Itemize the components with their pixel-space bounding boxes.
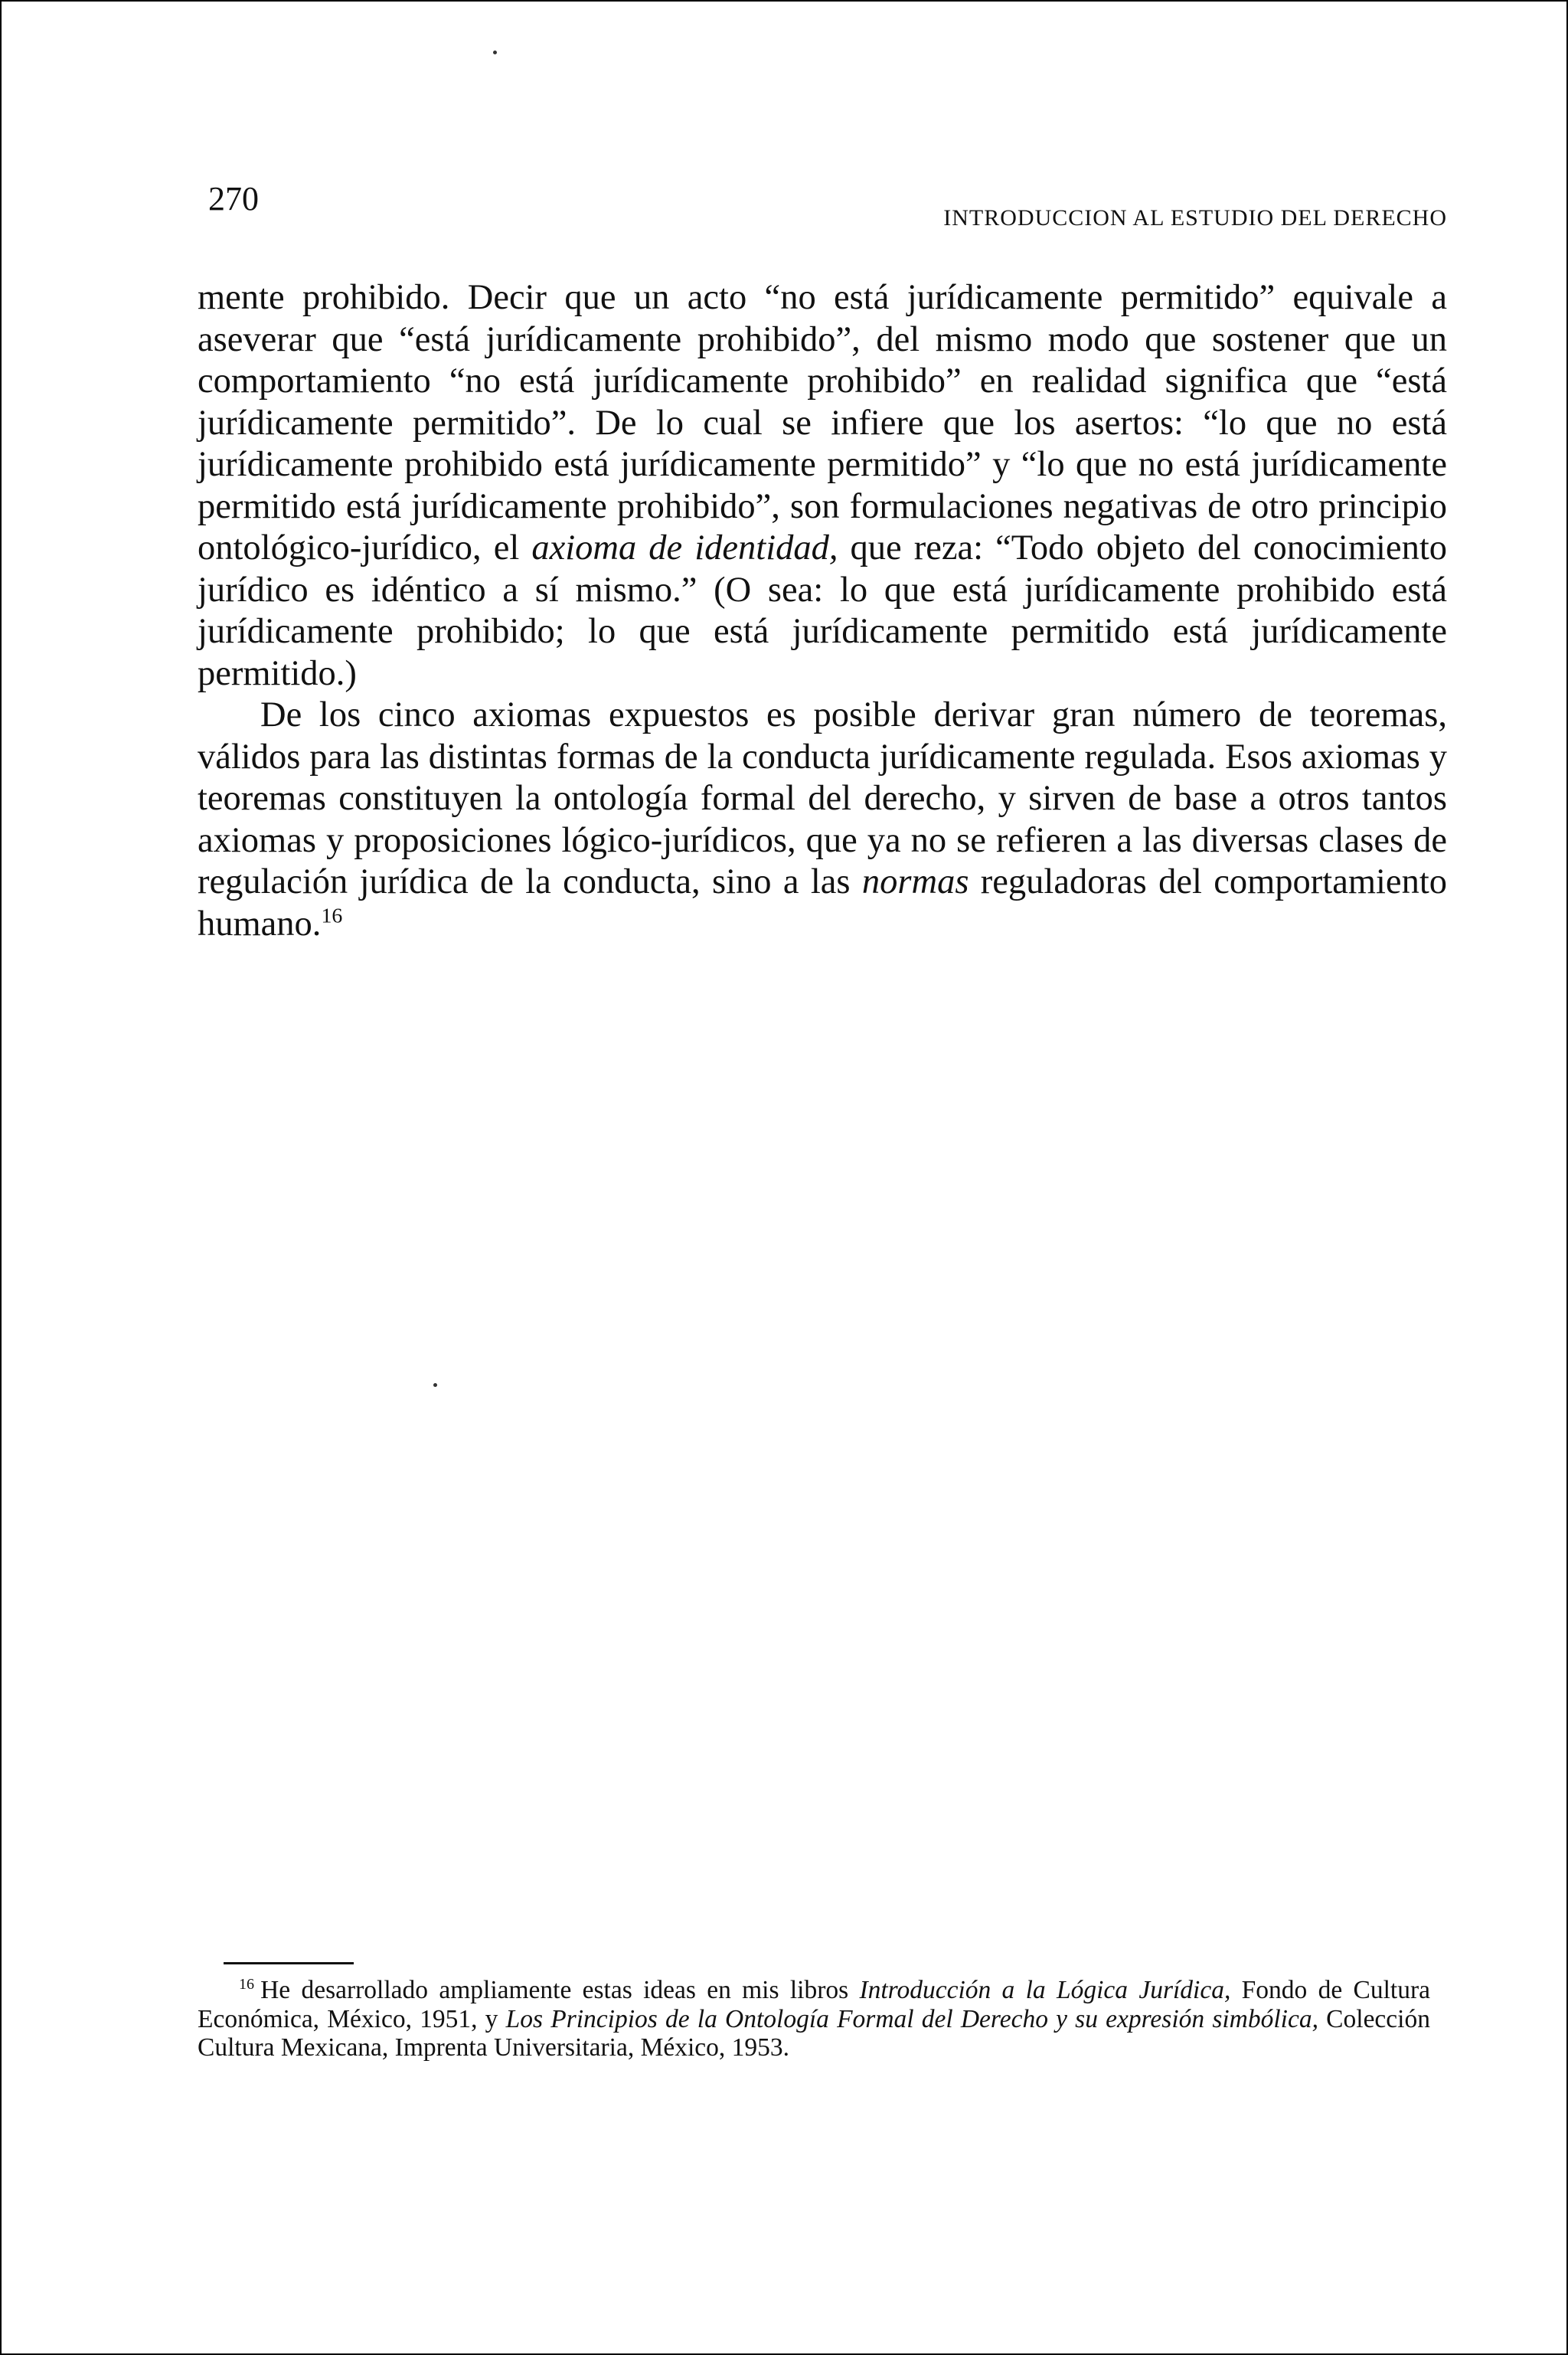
footnote-reference: 16	[321, 904, 343, 927]
emphasis-text: normas	[861, 862, 969, 901]
emphasis-text: axioma de identidad,	[531, 528, 838, 567]
paragraph	[198, 277, 1447, 695]
paragraph-text: reguladoras del comportamiento humano.	[198, 862, 1447, 944]
body-text	[198, 277, 1447, 945]
book-title: Introducción a la Lógica Jurídica,	[859, 1976, 1231, 2004]
paragraph	[198, 695, 1447, 945]
paragraph-text: mente prohibido. Decir que un acto “no está jurídicamente permitido” equivale a aseverar que “está jurídicamente prohibido”, del mismo modo que sostener que un comportamiento “no está jurídicamente prohibido” en realidad significa que “está jurídicamente permitido”. De lo cual se infiere que los asertos: “lo que no está jurídicamente prohibido está jurídicamente permitido” y “lo que no está jurídicamente permitido está jurídicamente prohibido”, son formulaciones negativas de otro principio ontológico-jurídico, el	[198, 278, 1447, 567]
running-head: INTRODUCCION AL ESTUDIO DEL DERECHO	[943, 205, 1447, 231]
footnote-marker: 16	[239, 1975, 255, 1993]
page-number: 270	[208, 180, 259, 218]
book-title: Los Principios de la Ontología Formal del Derecho y su expresión simbólica,	[505, 2004, 1318, 2033]
paragraph-text: De los cinco axiomas expuestos es posible derivar gran número de teoremas, válidos para las distintas formas de la conducta jurídicamente regulada. Esos axiomas y teoremas constituyen la ontología formal del derecho, y sirven de base a otros tantos axiomas y proposiciones lógico-jurídicos, que ya no se refieren a las diversas clases de regulación jurídica de la conducta, sino a las	[198, 695, 1447, 901]
scan-speck	[493, 51, 497, 54]
scan-speck	[433, 1383, 437, 1387]
footnote-rule	[224, 1962, 354, 1964]
footnote-text: Fondo de Cultura Económica, México, 1951, y	[198, 1976, 1431, 2033]
footnotes	[198, 1976, 1430, 2062]
footnote-text: Colección Cultura Mexicana, Imprenta Universitaria, México, 1953.	[198, 2004, 1430, 2062]
footnote	[198, 1976, 1430, 2062]
footnote-text: He desarrollado ampliamente estas ideas en mis libros	[260, 1976, 860, 2004]
paragraph-text: que reza: “Todo objeto del conocimiento jurídico es idéntico a sí mismo.” (O sea: lo que está jurídicamente prohibido está jurídicamente prohibido; lo que está jurídicamente permitido está jurídicamente permitido.)	[198, 528, 1447, 693]
